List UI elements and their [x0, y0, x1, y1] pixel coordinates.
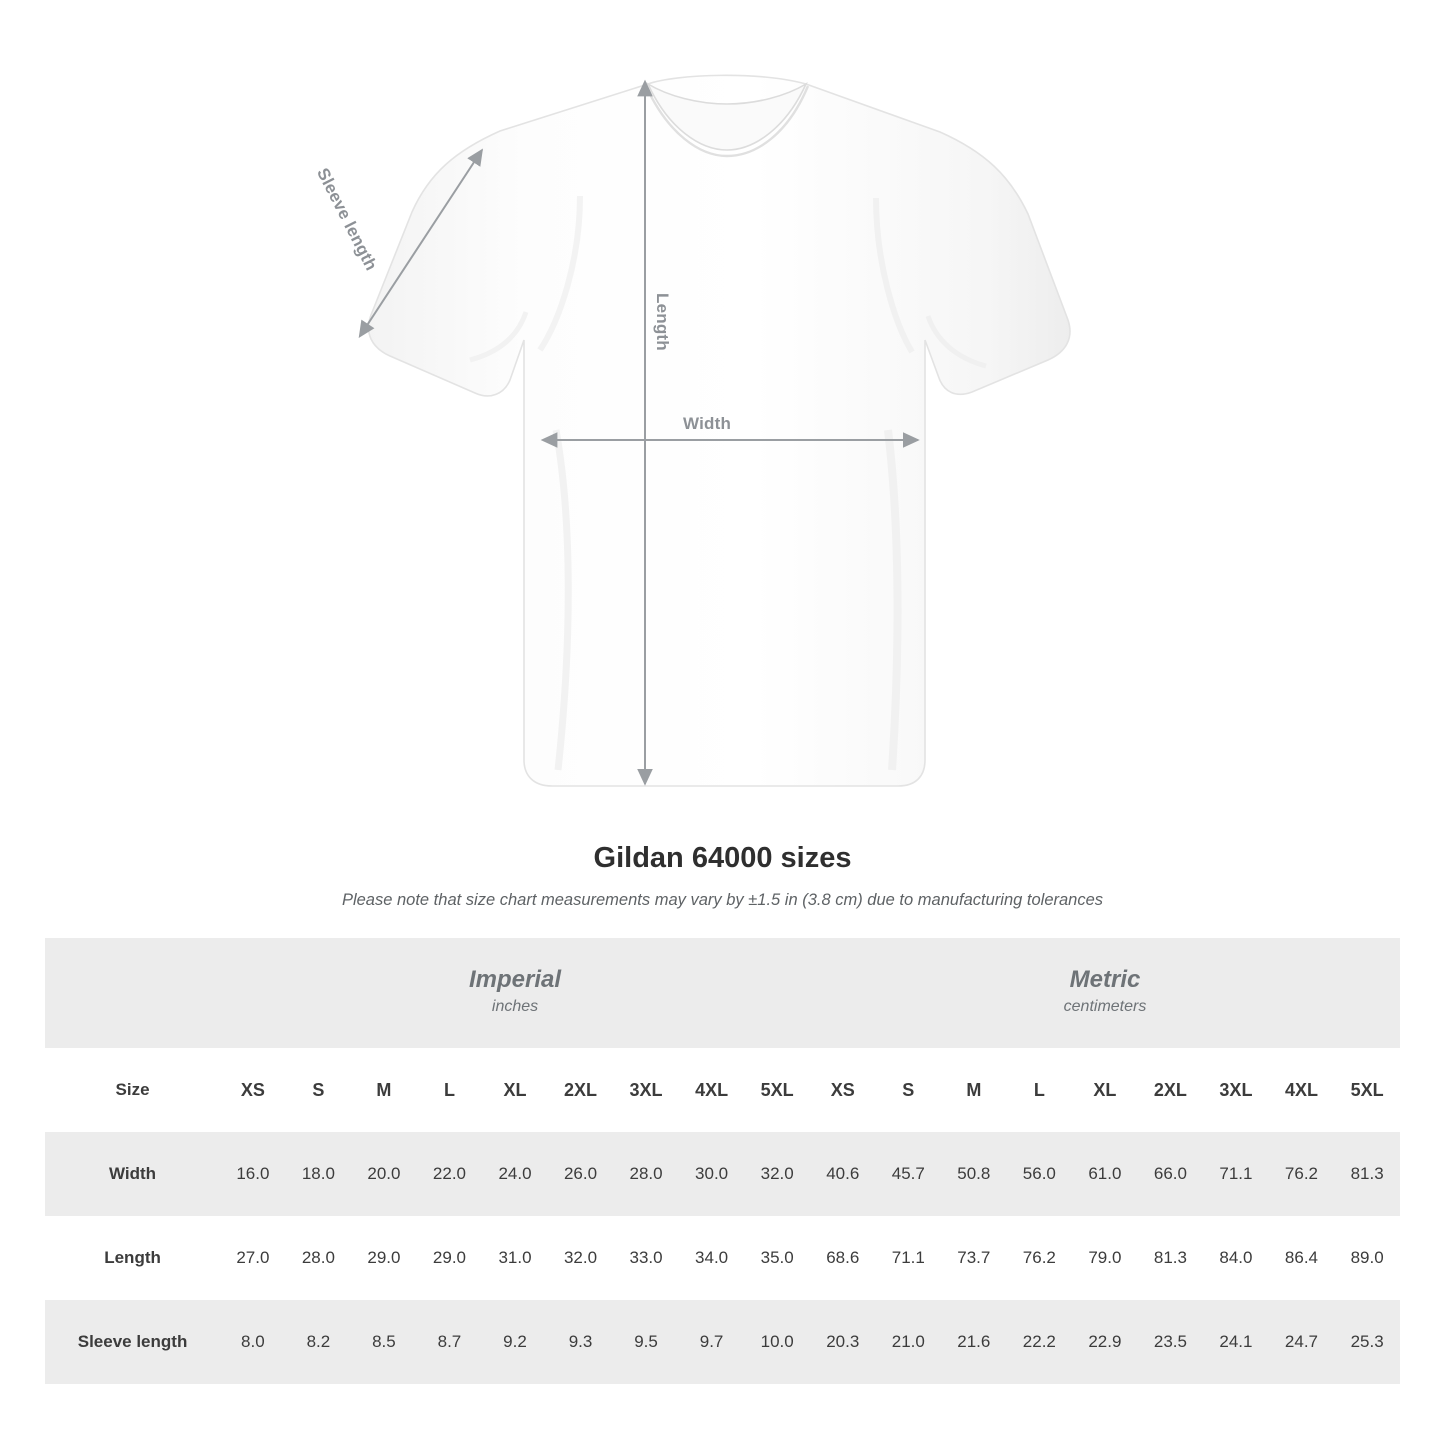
- length-cell-0: 27.0: [220, 1216, 286, 1300]
- table-row: [45, 1132, 1400, 1216]
- width-cell-2: 20.0: [351, 1132, 417, 1216]
- width-cell-9: 40.6: [810, 1132, 876, 1216]
- unit-header-row: [45, 938, 1400, 1048]
- row-header-width: Width: [45, 1132, 220, 1216]
- size-col-9: XS: [810, 1048, 876, 1132]
- size-col-2: M: [351, 1048, 417, 1132]
- width-cell-12: 56.0: [1007, 1132, 1073, 1216]
- length-cell-3: 29.0: [417, 1216, 483, 1300]
- table-row: [45, 1216, 1400, 1300]
- sleeve-cell-4: 9.2: [482, 1300, 548, 1384]
- length-cell-1: 28.0: [286, 1216, 352, 1300]
- sleeve-cell-2: 8.5: [351, 1300, 417, 1384]
- unit-sub-imperial: inches: [491, 998, 539, 1015]
- sleeve-cell-5: 9.3: [548, 1300, 614, 1384]
- width-cell-3: 22.0: [417, 1132, 483, 1216]
- size-col-14: 2XL: [1138, 1048, 1204, 1132]
- sleeve-cell-13: 22.9: [1072, 1300, 1138, 1384]
- sleeve-cell-9: 20.3: [810, 1300, 876, 1384]
- page-title: Gildan 64000 sizes: [593, 842, 852, 874]
- unit-header-metric: [810, 938, 1400, 1048]
- length-cell-16: 86.4: [1269, 1216, 1335, 1300]
- length-cell-4: 31.0: [482, 1216, 548, 1300]
- width-cell-6: 28.0: [613, 1132, 679, 1216]
- sleeve-cell-15: 24.1: [1203, 1300, 1269, 1384]
- width-cell-5: 26.0: [548, 1132, 614, 1216]
- size-col-15: 3XL: [1203, 1048, 1269, 1132]
- size-col-17: 5XL: [1334, 1048, 1400, 1132]
- width-cell-13: 61.0: [1072, 1132, 1138, 1216]
- width-cell-16: 76.2: [1269, 1132, 1335, 1216]
- length-cell-15: 84.0: [1203, 1216, 1269, 1300]
- length-cell-17: 89.0: [1334, 1216, 1400, 1300]
- length-cell-10: 71.1: [876, 1216, 942, 1300]
- tolerance-note: Please note that size chart measurements may vary by ±1.5 in (3.8 cm) due to manufacturing tolerances: [341, 891, 1104, 909]
- sleeve-cell-12: 22.2: [1007, 1300, 1073, 1384]
- row-header-length: Length: [45, 1216, 220, 1300]
- sleeve-cell-10: 21.0: [876, 1300, 942, 1384]
- unit-name-metric: Metric: [1069, 966, 1141, 994]
- sleeve-cell-11: 21.6: [941, 1300, 1007, 1384]
- length-dimension-label: Length: [653, 293, 672, 351]
- width-cell-14: 66.0: [1138, 1132, 1204, 1216]
- size-col-1: S: [286, 1048, 352, 1132]
- width-cell-4: 24.0: [482, 1132, 548, 1216]
- sleeve-cell-6: 9.5: [613, 1300, 679, 1384]
- length-cell-5: 32.0: [548, 1216, 614, 1300]
- size-col-0: XS: [220, 1048, 286, 1132]
- sleeve-cell-0: 8.0: [220, 1300, 286, 1384]
- unit-header-spacer: [45, 938, 220, 1048]
- length-cell-6: 33.0: [613, 1216, 679, 1300]
- size-chart: [45, 938, 1400, 1384]
- sleeve-cell-17: 25.3: [1334, 1300, 1400, 1384]
- size-col-13: XL: [1072, 1048, 1138, 1132]
- length-cell-13: 79.0: [1072, 1216, 1138, 1300]
- sleeve-cell-8: 10.0: [744, 1300, 810, 1384]
- size-col-6: 3XL: [613, 1048, 679, 1132]
- size-col-11: M: [941, 1048, 1007, 1132]
- unit-header-imperial: [220, 938, 810, 1048]
- size-col-4: XL: [482, 1048, 548, 1132]
- width-cell-17: 81.3: [1334, 1132, 1400, 1216]
- width-dimension-label: Width: [683, 414, 732, 433]
- sleeve-cell-3: 8.7: [417, 1300, 483, 1384]
- row-header-sleeve-length: Sleeve length: [45, 1300, 220, 1384]
- size-col-5: 2XL: [548, 1048, 614, 1132]
- width-cell-1: 18.0: [286, 1132, 352, 1216]
- length-cell-14: 81.3: [1138, 1216, 1204, 1300]
- length-cell-8: 35.0: [744, 1216, 810, 1300]
- size-col-16: 4XL: [1269, 1048, 1335, 1132]
- length-cell-11: 73.7: [941, 1216, 1007, 1300]
- size-col-8: 5XL: [744, 1048, 810, 1132]
- row-header-size: Size: [45, 1048, 220, 1132]
- size-header-row: [45, 1048, 1400, 1132]
- length-cell-9: 68.6: [810, 1216, 876, 1300]
- width-cell-0: 16.0: [220, 1132, 286, 1216]
- size-col-10: S: [876, 1048, 942, 1132]
- size-col-3: L: [417, 1048, 483, 1132]
- table-row: [45, 1300, 1400, 1384]
- sleeve-cell-16: 24.7: [1269, 1300, 1335, 1384]
- size-col-12: L: [1007, 1048, 1073, 1132]
- sleeve-cell-1: 8.2: [286, 1300, 352, 1384]
- length-cell-12: 76.2: [1007, 1216, 1073, 1300]
- width-cell-11: 50.8: [941, 1132, 1007, 1216]
- sleeve-cell-7: 9.7: [679, 1300, 745, 1384]
- length-cell-2: 29.0: [351, 1216, 417, 1300]
- width-cell-15: 71.1: [1203, 1132, 1269, 1216]
- width-cell-10: 45.7: [876, 1132, 942, 1216]
- width-cell-8: 32.0: [744, 1132, 810, 1216]
- unit-sub-metric: centimeters: [1063, 998, 1147, 1015]
- size-table: [45, 938, 1400, 1384]
- sleeve-length-dimension-label: Sleeve length: [313, 165, 381, 274]
- length-cell-7: 34.0: [679, 1216, 745, 1300]
- size-col-7: 4XL: [679, 1048, 745, 1132]
- sleeve-cell-14: 23.5: [1138, 1300, 1204, 1384]
- unit-name-imperial: Imperial: [469, 966, 562, 994]
- width-cell-7: 30.0: [679, 1132, 745, 1216]
- title-block: [0, 842, 1445, 910]
